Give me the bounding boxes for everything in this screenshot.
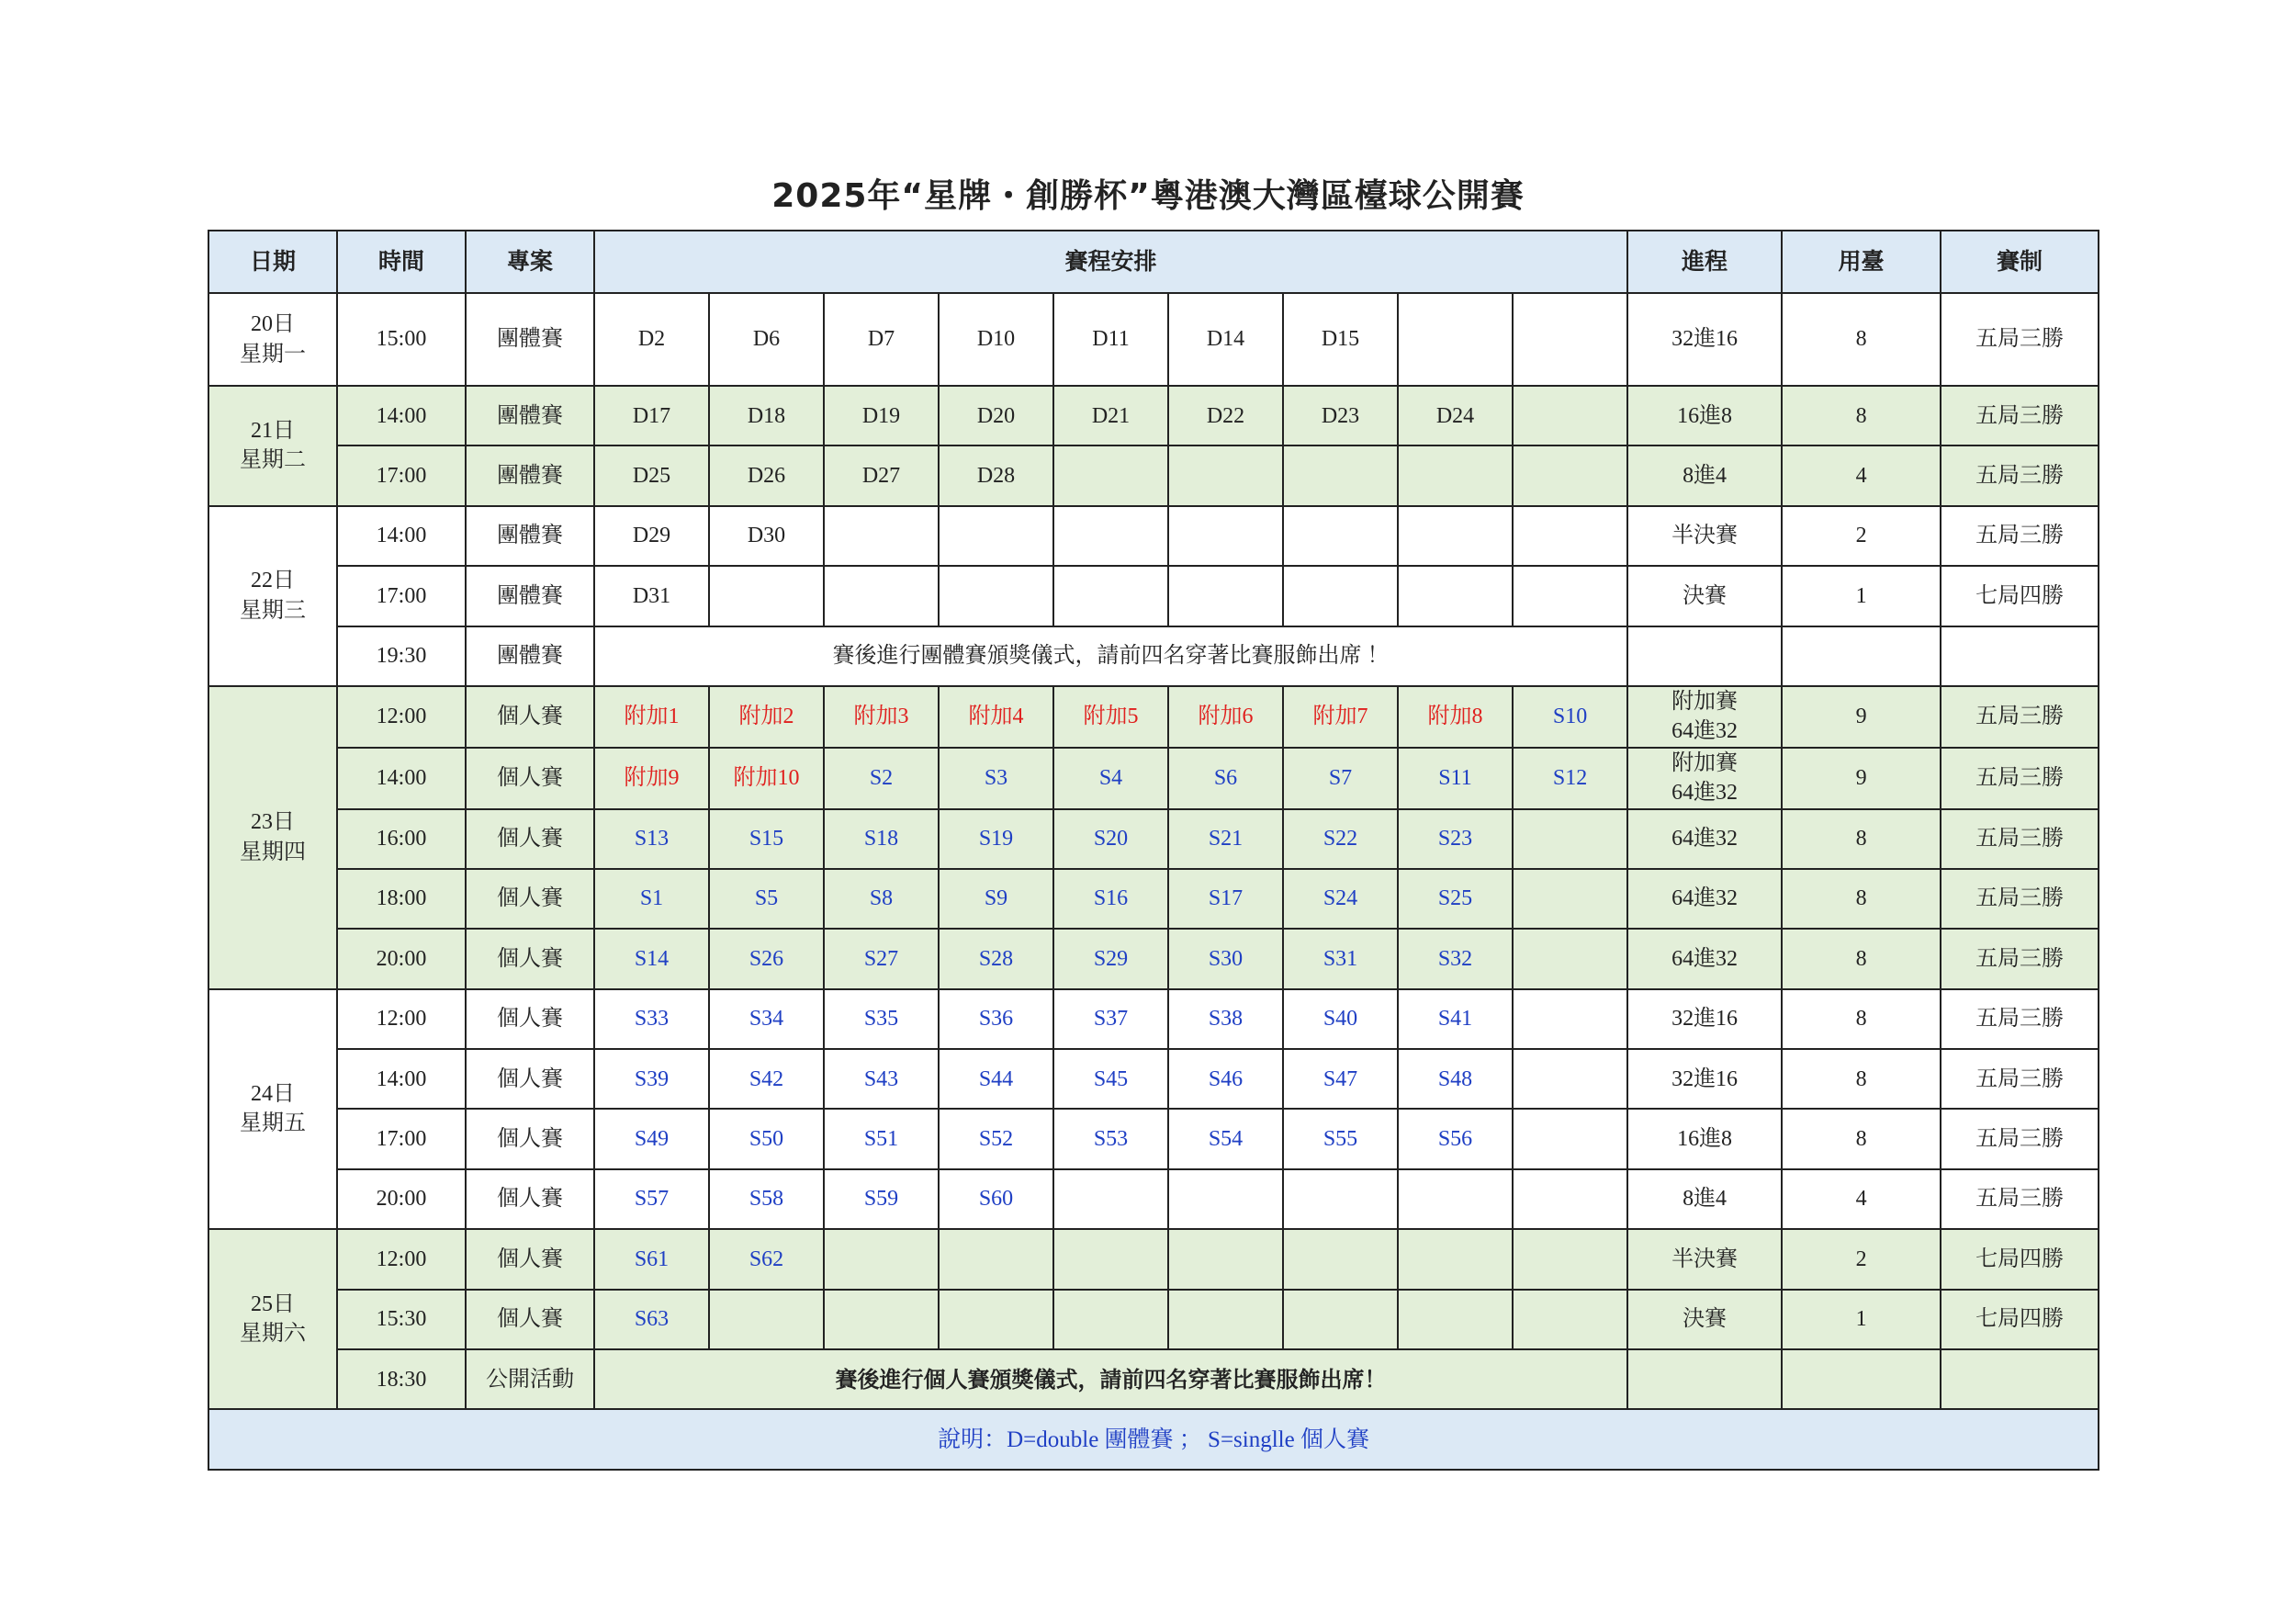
project-cell: 個人賽 <box>466 1290 594 1349</box>
match-slot <box>1513 1229 1627 1289</box>
match-slot: S17 <box>1168 869 1283 929</box>
stage-cell: 半決賽 <box>1627 506 1782 566</box>
table-row <box>208 1349 2099 1409</box>
stage-cell <box>1627 748 1782 809</box>
match-slot <box>1398 445 1513 505</box>
format-cell: 五局三勝 <box>1941 1169 2099 1229</box>
time-cell: 12:00 <box>337 686 466 748</box>
match-slot <box>1168 1229 1283 1289</box>
project-cell: 個人賽 <box>466 809 594 869</box>
table-row <box>208 293 2099 386</box>
table-row <box>208 748 2099 809</box>
match-slot <box>1053 445 1168 505</box>
time-cell: 18:00 <box>337 869 466 929</box>
match-slot: D26 <box>709 445 824 505</box>
match-slot: S5 <box>709 869 824 929</box>
project-cell: 個人賽 <box>466 1169 594 1229</box>
stage-cell: 半決賽 <box>1627 1229 1782 1289</box>
table-row <box>208 386 2099 445</box>
match-slot: S54 <box>1168 1109 1283 1168</box>
date-day: 24日 <box>251 1082 295 1107</box>
match-slot <box>1168 1169 1283 1229</box>
match-slot: D19 <box>824 386 939 445</box>
match-slot: S63 <box>594 1290 709 1349</box>
match-slot <box>1053 566 1168 626</box>
match-slot <box>939 1290 1053 1349</box>
stage-cell: 決賽 <box>1627 566 1782 626</box>
match-slot: S9 <box>939 869 1053 929</box>
date-weekday: 星期一 <box>240 342 306 367</box>
time-cell: 12:00 <box>337 989 466 1049</box>
stage-cell: 8進4 <box>1627 1169 1782 1229</box>
tables-cell: 1 <box>1782 566 1941 626</box>
table-row <box>208 506 2099 566</box>
table-row <box>208 566 2099 626</box>
time-cell: 14:00 <box>337 1049 466 1109</box>
match-slot <box>1513 869 1627 929</box>
match-slot <box>1398 293 1513 386</box>
match-slot: S46 <box>1168 1049 1283 1109</box>
match-slot: S50 <box>709 1109 824 1168</box>
match-slot: S58 <box>709 1169 824 1229</box>
match-slot <box>939 506 1053 566</box>
match-slot: 附加6 <box>1168 686 1283 748</box>
match-slot: S43 <box>824 1049 939 1109</box>
stage-cell: 16進8 <box>1627 1109 1782 1168</box>
time-cell: 20:00 <box>337 929 466 988</box>
date-weekday: 星期四 <box>240 840 306 864</box>
stage-cell: 64進32 <box>1627 809 1782 869</box>
format-cell: 五局三勝 <box>1941 445 2099 505</box>
match-slot <box>824 1290 939 1349</box>
header-stage: 進程 <box>1627 231 1782 293</box>
match-slot: S44 <box>939 1049 1053 1109</box>
table-row <box>208 1169 2099 1229</box>
match-slot: S16 <box>1053 869 1168 929</box>
tables-cell: 9 <box>1782 748 1941 809</box>
table-row <box>208 1049 2099 1109</box>
tables-cell: 8 <box>1782 293 1941 386</box>
match-slot: D28 <box>939 445 1053 505</box>
time-cell: 14:00 <box>337 386 466 445</box>
date-day: 21日 <box>251 419 295 443</box>
match-slot <box>1513 445 1627 505</box>
match-slot: S51 <box>824 1109 939 1168</box>
format-cell: 五局三勝 <box>1941 809 2099 869</box>
project-cell: 個人賽 <box>466 748 594 809</box>
match-slot: S34 <box>709 989 824 1049</box>
time-cell: 19:30 <box>337 626 466 686</box>
format-cell: 五局三勝 <box>1941 506 2099 566</box>
match-slot <box>824 566 939 626</box>
match-slot: 附加9 <box>594 748 709 809</box>
tables-cell <box>1782 626 1941 686</box>
match-slot <box>1283 445 1398 505</box>
date-cell <box>208 506 337 686</box>
match-slot: S19 <box>939 809 1053 869</box>
project-cell: 團體賽 <box>466 566 594 626</box>
time-cell: 17:00 <box>337 566 466 626</box>
match-slot: S41 <box>1398 989 1513 1049</box>
project-cell: 團體賽 <box>466 506 594 566</box>
tables-cell: 8 <box>1782 386 1941 445</box>
format-cell <box>1941 1349 2099 1409</box>
match-slot: S7 <box>1283 748 1398 809</box>
tables-cell: 9 <box>1782 686 1941 748</box>
match-slot: S20 <box>1053 809 1168 869</box>
match-slot <box>1398 506 1513 566</box>
project-cell: 個人賽 <box>466 686 594 748</box>
header-project: 專案 <box>466 231 594 293</box>
match-slot: D22 <box>1168 386 1283 445</box>
table-row <box>208 989 2099 1049</box>
match-slot: S21 <box>1168 809 1283 869</box>
project-cell: 團體賽 <box>466 293 594 386</box>
match-slot <box>1283 506 1398 566</box>
table-row <box>208 809 2099 869</box>
date-day: 23日 <box>251 810 295 835</box>
match-slot: S28 <box>939 929 1053 988</box>
match-slot: S11 <box>1398 748 1513 809</box>
match-slot: 附加5 <box>1053 686 1168 748</box>
match-slot <box>1513 1109 1627 1168</box>
date-weekday: 星期三 <box>240 598 306 623</box>
date-cell <box>208 293 337 386</box>
match-slot: 附加7 <box>1283 686 1398 748</box>
format-cell: 五局三勝 <box>1941 748 2099 809</box>
format-cell: 七局四勝 <box>1941 1290 2099 1349</box>
match-slot: S30 <box>1168 929 1283 988</box>
page-title: 2025年“星牌・創勝杯”粵港澳大灣區檯球公開賽 <box>771 177 1525 215</box>
match-slot <box>1398 1229 1513 1289</box>
match-slot <box>1513 989 1627 1049</box>
match-slot: D7 <box>824 293 939 386</box>
announcement-cell: 賽後進行團體賽頒獎儀式，請前四名穿著比賽服飾出席 ！ <box>594 626 1627 686</box>
project-cell: 團體賽 <box>466 626 594 686</box>
match-slot: S26 <box>709 929 824 988</box>
format-cell: 五局三勝 <box>1941 293 2099 386</box>
time-cell: 16:00 <box>337 809 466 869</box>
tables-cell: 2 <box>1782 506 1941 566</box>
match-slot: 附加1 <box>594 686 709 748</box>
match-slot: S25 <box>1398 869 1513 929</box>
match-slot: S55 <box>1283 1109 1398 1168</box>
tables-cell: 8 <box>1782 929 1941 988</box>
match-slot <box>1513 929 1627 988</box>
match-slot: S61 <box>594 1229 709 1289</box>
format-cell: 五局三勝 <box>1941 1049 2099 1109</box>
match-slot: S23 <box>1398 809 1513 869</box>
match-slot: S53 <box>1053 1109 1168 1168</box>
tables-cell: 8 <box>1782 1049 1941 1109</box>
match-slot: 附加10 <box>709 748 824 809</box>
match-slot <box>1168 566 1283 626</box>
format-cell: 五局三勝 <box>1941 869 2099 929</box>
format-cell: 五局三勝 <box>1941 686 2099 748</box>
match-slot: S4 <box>1053 748 1168 809</box>
table-row <box>208 445 2099 505</box>
stage-line-1: 附加賽 <box>1671 750 1739 775</box>
header-row <box>208 231 2099 293</box>
match-slot: D31 <box>594 566 709 626</box>
match-slot: S8 <box>824 869 939 929</box>
time-cell: 18:30 <box>337 1349 466 1409</box>
table-row <box>208 626 2099 686</box>
match-slot: 附加8 <box>1398 686 1513 748</box>
match-slot: D2 <box>594 293 709 386</box>
match-slot: S10 <box>1513 686 1627 748</box>
date-cell <box>208 686 337 989</box>
match-slot <box>1398 566 1513 626</box>
match-slot: S52 <box>939 1109 1053 1168</box>
match-slot: S27 <box>824 929 939 988</box>
project-cell: 個人賽 <box>466 929 594 988</box>
match-slot <box>939 566 1053 626</box>
match-slot: S1 <box>594 869 709 929</box>
match-slot: S35 <box>824 989 939 1049</box>
match-slot <box>1513 1169 1627 1229</box>
time-cell: 15:30 <box>337 1290 466 1349</box>
match-slot <box>1168 506 1283 566</box>
match-slot: D29 <box>594 506 709 566</box>
match-slot: D27 <box>824 445 939 505</box>
project-cell: 個人賽 <box>466 869 594 929</box>
tables-cell <box>1782 1349 1941 1409</box>
stage-cell: 32進16 <box>1627 989 1782 1049</box>
header-tables: 用臺 <box>1782 231 1941 293</box>
project-cell: 個人賽 <box>466 1049 594 1109</box>
match-slot <box>709 566 824 626</box>
table-row <box>208 686 2099 748</box>
stage-line-2: 64進32 <box>1671 719 1739 744</box>
match-slot: S12 <box>1513 748 1627 809</box>
stage-cell <box>1627 1349 1782 1409</box>
date-cell <box>208 989 337 1230</box>
schedule-table <box>208 230 2099 1471</box>
tables-cell: 8 <box>1782 869 1941 929</box>
footer-row <box>208 1409 2099 1470</box>
match-slot <box>1283 1169 1398 1229</box>
header-date: 日期 <box>208 231 337 293</box>
match-slot: S40 <box>1283 989 1398 1049</box>
match-slot <box>1053 1229 1168 1289</box>
date-day: 25日 <box>251 1291 295 1316</box>
tables-cell: 8 <box>1782 809 1941 869</box>
date-weekday: 星期二 <box>240 448 306 473</box>
project-cell: 團體賽 <box>466 445 594 505</box>
tables-cell: 8 <box>1782 989 1941 1049</box>
project-cell: 個人賽 <box>466 989 594 1049</box>
stage-line-1: 附加賽 <box>1671 689 1739 714</box>
table-row <box>208 1229 2099 1289</box>
match-slot: S22 <box>1283 809 1398 869</box>
match-slot: S18 <box>824 809 939 869</box>
match-slot: S33 <box>594 989 709 1049</box>
stage-cell: 16進8 <box>1627 386 1782 445</box>
format-cell <box>1941 626 2099 686</box>
match-slot <box>1283 1290 1398 1349</box>
match-slot <box>709 1290 824 1349</box>
tables-cell: 4 <box>1782 445 1941 505</box>
time-cell: 14:00 <box>337 506 466 566</box>
project-cell: 團體賽 <box>466 386 594 445</box>
tables-cell: 4 <box>1782 1169 1941 1229</box>
match-slot: S32 <box>1398 929 1513 988</box>
match-slot <box>1398 1169 1513 1229</box>
match-slot: S3 <box>939 748 1053 809</box>
format-cell: 五局三勝 <box>1941 1109 2099 1168</box>
date-weekday: 星期六 <box>240 1322 306 1347</box>
match-slot: S29 <box>1053 929 1168 988</box>
match-slot: S15 <box>709 809 824 869</box>
match-slot <box>1053 506 1168 566</box>
format-cell: 五局三勝 <box>1941 386 2099 445</box>
match-slot: D23 <box>1283 386 1398 445</box>
format-cell: 七局四勝 <box>1941 566 2099 626</box>
tables-cell: 2 <box>1782 1229 1941 1289</box>
match-slot: S47 <box>1283 1049 1398 1109</box>
match-slot <box>1283 566 1398 626</box>
stage-cell: 32進16 <box>1627 293 1782 386</box>
match-slot: S45 <box>1053 1049 1168 1109</box>
match-slot <box>1398 1290 1513 1349</box>
table-row <box>208 929 2099 988</box>
match-slot: D24 <box>1398 386 1513 445</box>
legend-note: 說明：D=double 團體賽 ； S=singlle 個人賽 <box>208 1409 2099 1470</box>
header-format: 賽制 <box>1941 231 2099 293</box>
match-slot <box>824 1229 939 1289</box>
time-cell: 14:00 <box>337 748 466 809</box>
match-slot: S36 <box>939 989 1053 1049</box>
match-slot: S60 <box>939 1169 1053 1229</box>
time-cell: 12:00 <box>337 1229 466 1289</box>
announcement-cell: 賽後進行個人賽頒獎儀式，請前四名穿著比賽服飾出席！ <box>594 1349 1627 1409</box>
format-cell: 五局三勝 <box>1941 929 2099 988</box>
match-slot: D15 <box>1283 293 1398 386</box>
stage-line-2: 64進32 <box>1671 781 1739 806</box>
match-slot: S14 <box>594 929 709 988</box>
header-arrangement: 賽程安排 <box>594 231 1627 293</box>
match-slot <box>1053 1169 1168 1229</box>
match-slot: S48 <box>1398 1049 1513 1109</box>
stage-cell: 64進32 <box>1627 929 1782 988</box>
match-slot: S31 <box>1283 929 1398 988</box>
match-slot: S6 <box>1168 748 1283 809</box>
time-cell: 17:00 <box>337 1109 466 1168</box>
match-slot <box>824 506 939 566</box>
match-slot <box>939 1229 1053 1289</box>
match-slot: D21 <box>1053 386 1168 445</box>
match-slot <box>1168 1290 1283 1349</box>
time-cell: 15:00 <box>337 293 466 386</box>
match-slot <box>1513 566 1627 626</box>
match-slot: D20 <box>939 386 1053 445</box>
match-slot: D30 <box>709 506 824 566</box>
table-row <box>208 869 2099 929</box>
match-slot: S38 <box>1168 989 1283 1049</box>
tables-cell: 8 <box>1782 1109 1941 1168</box>
table-row <box>208 1109 2099 1168</box>
match-slot: S2 <box>824 748 939 809</box>
project-cell: 個人賽 <box>466 1109 594 1168</box>
match-slot: D6 <box>709 293 824 386</box>
match-slot: D18 <box>709 386 824 445</box>
date-cell <box>208 386 337 506</box>
stage-cell: 決賽 <box>1627 1290 1782 1349</box>
match-slot <box>1053 1290 1168 1349</box>
match-slot: D10 <box>939 293 1053 386</box>
format-cell: 五局三勝 <box>1941 989 2099 1049</box>
match-slot: 附加2 <box>709 686 824 748</box>
date-cell <box>208 1229 337 1409</box>
match-slot: S39 <box>594 1049 709 1109</box>
time-cell: 20:00 <box>337 1169 466 1229</box>
table-row <box>208 1290 2099 1349</box>
match-slot: S57 <box>594 1169 709 1229</box>
project-cell: 個人賽 <box>466 1229 594 1289</box>
match-slot <box>1513 1049 1627 1109</box>
match-slot: D11 <box>1053 293 1168 386</box>
date-day: 20日 <box>251 312 295 337</box>
match-slot: S13 <box>594 809 709 869</box>
stage-cell <box>1627 686 1782 748</box>
match-slot: D14 <box>1168 293 1283 386</box>
project-cell: 公開活動 <box>466 1349 594 1409</box>
format-cell: 七局四勝 <box>1941 1229 2099 1289</box>
match-slot: S62 <box>709 1229 824 1289</box>
stage-cell <box>1627 626 1782 686</box>
match-slot <box>1513 1290 1627 1349</box>
header-time: 時間 <box>337 231 466 293</box>
date-weekday: 星期五 <box>240 1111 306 1136</box>
tables-cell: 1 <box>1782 1290 1941 1349</box>
match-slot: S56 <box>1398 1109 1513 1168</box>
match-slot <box>1513 293 1627 386</box>
match-slot: S59 <box>824 1169 939 1229</box>
match-slot: S42 <box>709 1049 824 1109</box>
match-slot: 附加4 <box>939 686 1053 748</box>
match-slot: D17 <box>594 386 709 445</box>
match-slot: S49 <box>594 1109 709 1168</box>
match-slot <box>1513 809 1627 869</box>
match-slot <box>1283 1229 1398 1289</box>
match-slot: S24 <box>1283 869 1398 929</box>
match-slot <box>1513 386 1627 445</box>
stage-cell: 64進32 <box>1627 869 1782 929</box>
match-slot <box>1168 445 1283 505</box>
stage-cell: 8進4 <box>1627 445 1782 505</box>
match-slot: D25 <box>594 445 709 505</box>
date-day: 22日 <box>251 569 295 593</box>
stage-cell: 32進16 <box>1627 1049 1782 1109</box>
match-slot <box>1513 506 1627 566</box>
time-cell: 17:00 <box>337 445 466 505</box>
match-slot: 附加3 <box>824 686 939 748</box>
match-slot: S37 <box>1053 989 1168 1049</box>
